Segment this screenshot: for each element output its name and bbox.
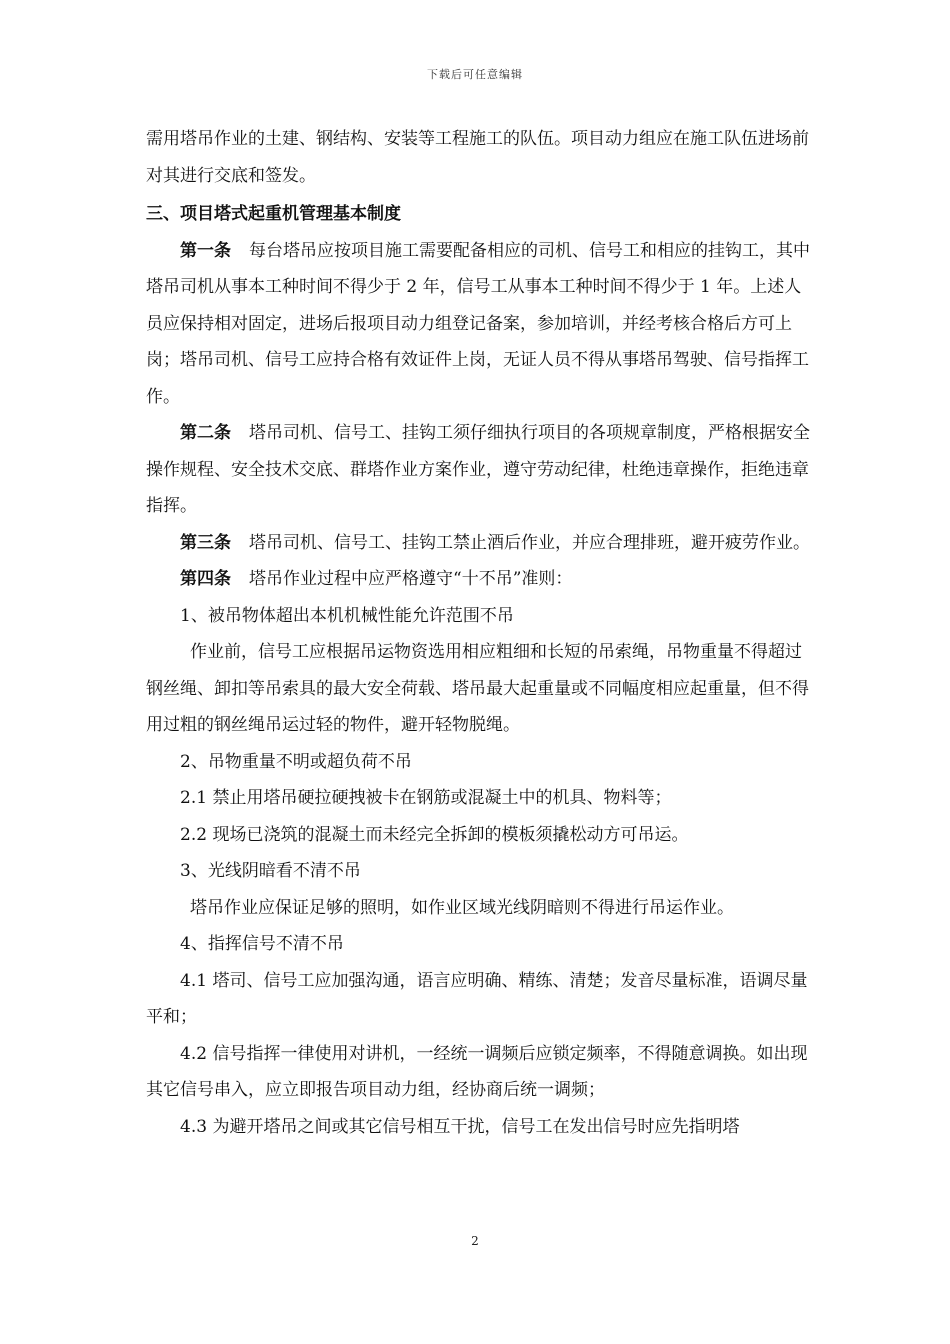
article-3 [146, 525, 812, 562]
article-2-text: 塔吊司机、信号工、挂钩工须仔细执行项目的各项规章制度，严格根据安全操作规程、安全技术交底、群塔作业方案作业，遵守劳动纪律，杜绝违章操作，拒绝违章指挥。 [146, 423, 810, 516]
rule-4-1: 4.1 塔司、信号工应加强沟通，语言应明确、精练、清楚；发音尽量标准，语调尽量平和； [146, 970, 808, 1027]
rule-2-title: 2、吊物重量不明或超负荷不吊 [180, 751, 412, 772]
article-1-text: 每台塔吊应按项目施工需要配备相应的司机、信号工和相应的挂钩工，其中塔吊司机从事本工种时间不得少于 2 年，信号工从事本工种时间不得少于 1 年。上述人员应保持相对固定，进场后报项目动力组登记备案，参加培训，并经考核合格后方可上岗；塔吊司机、信号工应持合格有效证件上岗，无证人员不得从事塔吊驾驶、信号指挥工作。 [146, 240, 810, 407]
article-2-label: 第二条 [180, 423, 231, 443]
document-body [146, 121, 812, 1145]
article-4 [146, 561, 812, 598]
article-1 [146, 233, 812, 416]
rule-3-description: 塔吊作业应保证足够的照明，如作业区域光线阴暗则不得进行吊运作业。 [190, 897, 734, 918]
paragraph-continuation: 需用塔吊作业的土建、钢结构、安装等工程施工的队伍。项目动力组应在施工队伍进场前对其进行交底和签发。 [146, 129, 809, 186]
rule-3-title: 3、光线阴暗看不清不吊 [180, 861, 361, 881]
article-1-label: 第一条 [180, 240, 231, 261]
rule-1-description: 作业前，信号工应根据吊运物资选用相应粗细和长短的吊索绳，吊物重量不得超过钢丝绳、卸扣等吊索具的最大安全荷载、塔吊最大起重量或不同幅度相应起重量，但不得用过粗的钢丝绳吊运过轻的物件，避开轻物脱绳。 [146, 642, 809, 735]
section-heading: 三、项目塔式起重机管理基本制度 [146, 204, 401, 224]
page-number: 2 [471, 1234, 479, 1248]
article-3-text: 塔吊司机、信号工、挂钩工禁止酒后作业，并应合理排班，避开疲劳作业。 [249, 532, 810, 553]
article-4-label: 第四条 [180, 569, 231, 589]
article-4-text: 塔吊作业过程中应严格遵守“十不吊”准则： [249, 569, 573, 589]
rule-1-title: 1、被吊物体超出本机机械性能允许范围不吊 [180, 605, 514, 626]
rule-2-2: 2.2 现场已浇筑的混凝土而未经完全拆卸的模板须撬松动方可吊运。 [180, 824, 689, 845]
rule-4-2: 4.2 信号指挥一律使用对讲机，一经统一调频后应锁定频率，不得随意调换。如出现其它信号串入，应立即报告项目动力组，经协商后统一调频； [146, 1043, 808, 1100]
page-header: 下载后可任意编辑 [427, 68, 523, 81]
rule-2-1: 2.1 禁止用塔吊硬拉硬拽被卡在钢筋或混凝土中的机具、物料等； [180, 788, 672, 808]
rule-4-title: 4、指挥信号不清不吊 [180, 934, 344, 954]
rule-4-3: 4.3 为避开塔吊之间或其它信号相互干扰，信号工在发出信号时应先指明塔 [180, 1116, 740, 1137]
article-2 [146, 415, 812, 525]
article-3-label: 第三条 [180, 532, 231, 553]
